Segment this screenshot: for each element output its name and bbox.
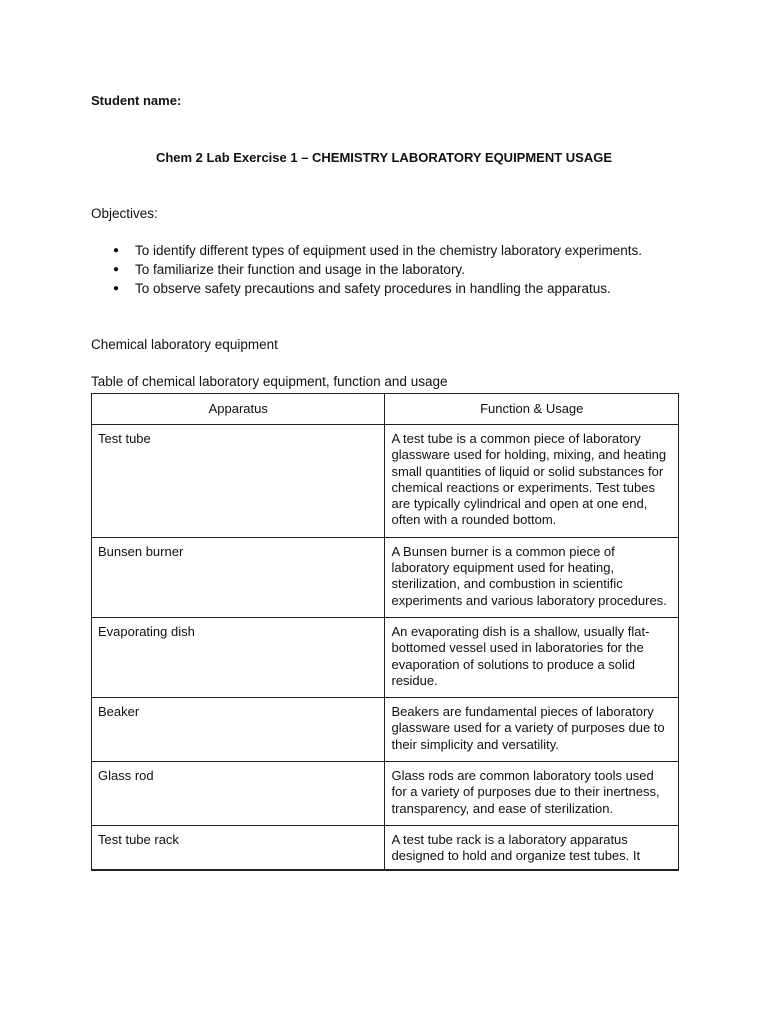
bullet-icon: ● <box>113 264 120 275</box>
objective-item <box>91 280 642 299</box>
table-row <box>92 425 679 538</box>
section-heading: Chemical laboratory equipment <box>91 337 278 352</box>
apparatus-cell: Test tube <box>92 425 385 538</box>
apparatus-cell: Evaporating dish <box>92 617 385 697</box>
apparatus-cell: Bunsen burner <box>92 537 385 617</box>
table-row <box>92 698 679 762</box>
objective-item <box>91 242 642 261</box>
equipment-table <box>91 393 679 871</box>
document-title: Chem 2 Lab Exercise 1 – CHEMISTRY LABORATORY EQUIPMENT USAGE <box>155 150 613 165</box>
objectives-list <box>91 242 642 299</box>
table-row <box>92 762 679 826</box>
objective-text: To identify different types of equipment used in the chemistry laboratory experiments. <box>135 243 643 258</box>
table-header-row <box>92 394 679 425</box>
function-cell: A test tube rack is a laboratory apparatus designed to hold and organize test tubes. It <box>385 825 679 869</box>
table-row <box>92 825 679 869</box>
function-cell: An evaporating dish is a shallow, usually flat-bottomed vessel used in laboratories for the evaporation of solutions to produce a solid residue. <box>385 617 679 697</box>
apparatus-cell: Test tube rack <box>92 825 385 869</box>
function-cell: A Bunsen burner is a common piece of laboratory equipment used for heating, sterilization, and combustion in scientific experiments and various laboratory procedures. <box>385 537 679 617</box>
table-row <box>92 537 679 617</box>
bullet-icon: ● <box>113 245 120 256</box>
objective-text: To observe safety precautions and safety procedures in handling the apparatus. <box>135 281 611 296</box>
function-cell: A test tube is a common piece of laboratory glassware used for holding, mixing, and heating small quantities of liquid or solid substances for chemical reactions or experiments. Test tubes are typically cylindrical and open at one end, often with a rounded bottom. <box>385 425 679 538</box>
student-name-label: Student name: <box>91 93 182 108</box>
apparatus-cell: Beaker <box>92 698 385 762</box>
column-header-function: Function & Usage <box>385 394 679 425</box>
function-cell: Glass rods are common laboratory tools used for a variety of purposes due to their inertness, transparency, and ease of sterilization. <box>385 762 679 826</box>
table-caption: Table of chemical laboratory equipment, function and usage <box>91 374 448 389</box>
objective-text: To familiarize their function and usage in the laboratory. <box>135 262 465 277</box>
column-header-apparatus: Apparatus <box>92 394 385 425</box>
table-row <box>92 617 679 697</box>
bullet-icon: ● <box>113 283 120 294</box>
function-cell: Beakers are fundamental pieces of laboratory glassware used for a variety of purposes due to their simplicity and versatility. <box>385 698 679 762</box>
objectives-label: Objectives: <box>91 206 158 221</box>
apparatus-cell: Glass rod <box>92 762 385 826</box>
objective-item <box>91 261 642 280</box>
